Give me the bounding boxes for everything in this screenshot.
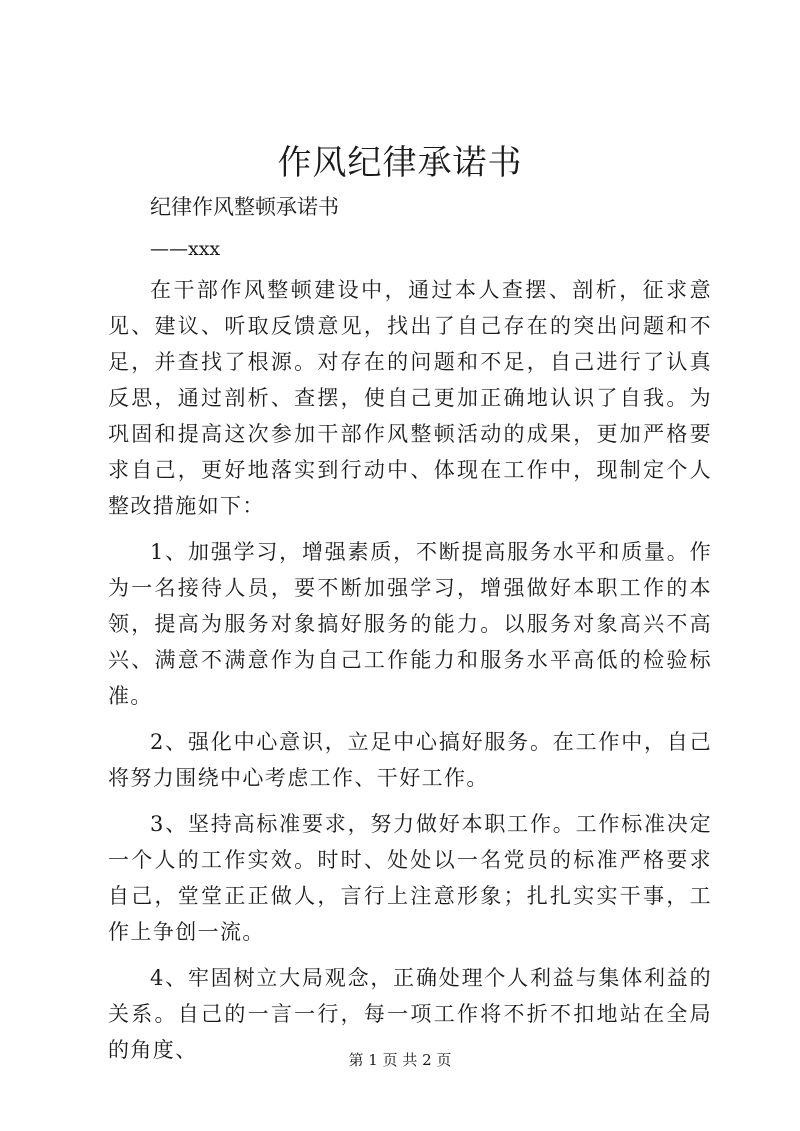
body-paragraph-item-4: 4、牢固树立大局观念，正确处理个人利益与集体利益的关系。自己的一言一行，每一项工作将不折不扣地站在全局的角度、 — [108, 966, 712, 1062]
document-subtitle: 纪律作风整顿承诺书 — [150, 195, 339, 219]
page-number-footer: 第 1 页 共 2 页 — [348, 1051, 452, 1069]
body-paragraph-item-1: 1、加强学习，增强素质，不断提高服务水平和质量。作为一名接待人员，要不断加强学习，增强做好本职工作的本领，提高为服务对象搞好服务的能力。以服务对象高兴不高兴、满意不满意作为自己工作能力和服务水平高低的检验标准。 — [108, 540, 712, 708]
document-author: ——xxx — [150, 238, 221, 260]
body-paragraph-item-3: 3、坚持高标准要求，努力做好本职工作。工作标准决定一个人的工作实效。时时、处处以一名党员的标准严格要求自己，堂堂正正做人，言行上注意形象；扎扎实实干事，工作上争创一流。 — [108, 812, 712, 944]
body-paragraph-item-2: 2、强化中心意识，立足中心搞好服务。在工作中，自己将努力围绕中心考虑工作、干好工作。 — [108, 730, 712, 790]
body-paragraph-intro: 在干部作风整顿建设中，通过本人查摆、剖析，征求意见、建议、听取反馈意见，找出了自己存在的突出问题和不足，并查找了根源。对存在的问题和不足，自己进行了认真反思，通过剖析、查摆，使自己更加正确地认识了自我。为巩固和提高这次参加干部作风整顿活动的成果，更加严格要求自己，更好地落实到行动中、体现在工作中，现制定个人整改措施如下： — [108, 278, 712, 518]
document-body — [108, 272, 712, 1078]
document-title: 作风纪律承诺书 — [277, 143, 523, 183]
